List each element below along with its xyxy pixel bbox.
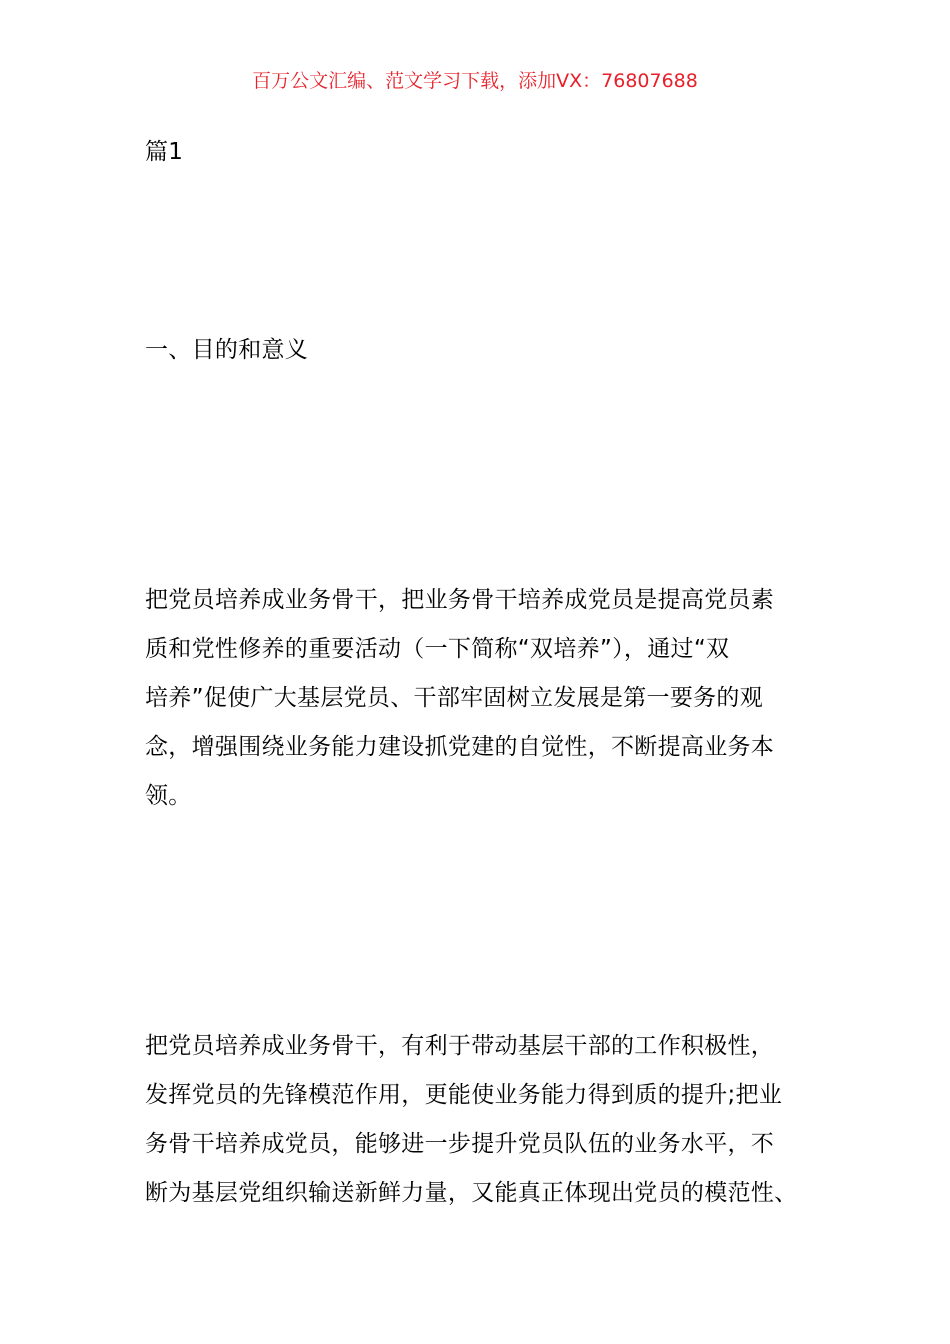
paragraph-line: 把党员培养成业务骨干，有利于带动基层干部的工作积极性，	[145, 1033, 775, 1059]
paragraph-line: 发挥党员的先锋模范作用，更能使业务能力得到质的提升;把业	[145, 1082, 783, 1108]
paragraph-line: 断为基层党组织输送新鲜力量，又能真正体现出党员的模范性、	[145, 1180, 798, 1206]
paragraph-line: 念，增强围绕业务能力建设抓党建的自觉性，不断提高业务本	[145, 734, 775, 760]
paragraph-line: 领。	[145, 783, 192, 809]
paragraph-line: 把党员培养成业务骨干，把业务骨干培养成党员是提高党员素	[145, 587, 775, 613]
paragraph-line: 质和党性修养的重要活动（一下简称“双培养”），通过“双	[145, 636, 730, 662]
paragraph-line: 培养”促使广大基层党员、干部牢固树立发展是第一要务的观	[145, 685, 764, 711]
section-heading: 一、目的和意义	[145, 337, 309, 363]
section-label: 篇1	[145, 139, 184, 165]
header-banner: 百万公文汇编、范文学习下载，添加VX：76807688	[252, 70, 698, 92]
paragraph-line: 务骨干培养成党员，能够进一步提升党员队伍的业务水平，不	[145, 1131, 775, 1157]
